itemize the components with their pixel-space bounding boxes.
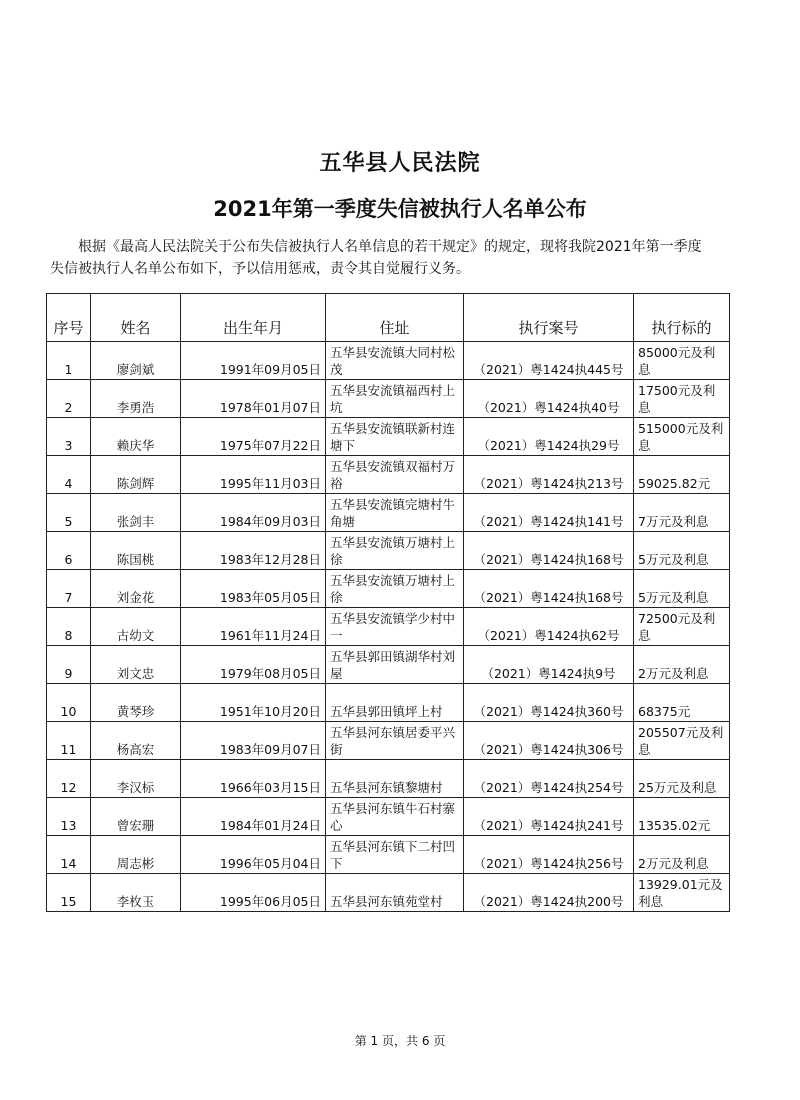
table-row bbox=[47, 342, 730, 380]
cell-no: 7 bbox=[47, 570, 91, 608]
cell-birth: 1991年09月05日 bbox=[181, 342, 326, 380]
cell-amount: 515000元及利息 bbox=[634, 418, 730, 456]
cell-amount: 5万元及利息 bbox=[634, 570, 730, 608]
cell-name: 李汉标 bbox=[91, 760, 181, 798]
cell-name: 陈国桃 bbox=[91, 532, 181, 570]
cell-amount: 13535.02元 bbox=[634, 798, 730, 836]
page-footer: 第 1 页，共 6 页 bbox=[354, 1034, 446, 1048]
cell-address: 五华县河东镇苑堂村 bbox=[326, 874, 464, 912]
cell-address: 五华县安流镇福西村上坑 bbox=[326, 380, 464, 418]
cell-case: （2021）粤1424执200号 bbox=[464, 874, 634, 912]
cell-no: 13 bbox=[47, 798, 91, 836]
cell-birth: 1975年07月22日 bbox=[181, 418, 326, 456]
cell-birth: 1983年12月28日 bbox=[181, 532, 326, 570]
cell-amount: 85000元及利息 bbox=[634, 342, 730, 380]
cell-name: 赖庆华 bbox=[91, 418, 181, 456]
cell-birth: 1995年11月03日 bbox=[181, 456, 326, 494]
table-row bbox=[47, 494, 730, 532]
cell-birth: 1995年06月05日 bbox=[181, 874, 326, 912]
cell-amount: 25万元及利息 bbox=[634, 760, 730, 798]
table-row bbox=[47, 380, 730, 418]
cell-address: 五华县河东镇牛石村寨心 bbox=[326, 798, 464, 836]
table-row bbox=[47, 418, 730, 456]
intro-line-1: 根据《最高人民法院关于公布失信被执行人名单信息的若干规定》的规定，现将我院 bbox=[78, 239, 596, 255]
cell-name: 刘金花 bbox=[91, 570, 181, 608]
cell-case: （2021）粤1424执306号 bbox=[464, 722, 634, 760]
table-row bbox=[47, 684, 730, 722]
cell-address: 五华县郭田镇坪上村 bbox=[326, 684, 464, 722]
cell-amount: 205507元及利息 bbox=[634, 722, 730, 760]
table-row bbox=[47, 570, 730, 608]
cell-amount: 7万元及利息 bbox=[634, 494, 730, 532]
table-row bbox=[47, 646, 730, 684]
cell-no: 8 bbox=[47, 608, 91, 646]
cell-address: 五华县安流镇大同村松茂 bbox=[326, 342, 464, 380]
header-address: 住址 bbox=[326, 294, 464, 342]
cell-no: 10 bbox=[47, 684, 91, 722]
cell-name: 周志彬 bbox=[91, 836, 181, 874]
cell-address: 五华县河东镇居委平兴街 bbox=[326, 722, 464, 760]
cell-name: 陈剑辉 bbox=[91, 456, 181, 494]
cell-name: 黄琴珍 bbox=[91, 684, 181, 722]
cell-address: 五华县安流镇完塘村牛角塘 bbox=[326, 494, 464, 532]
cell-case: （2021）粤1424执168号 bbox=[464, 570, 634, 608]
cell-no: 9 bbox=[47, 646, 91, 684]
cell-name: 曾宏珊 bbox=[91, 798, 181, 836]
cell-address: 五华县郭田镇湖华村刘屋 bbox=[326, 646, 464, 684]
table-row bbox=[47, 456, 730, 494]
cell-address: 五华县安流镇双福村万裕 bbox=[326, 456, 464, 494]
cell-amount: 59025.82元 bbox=[634, 456, 730, 494]
debtor-list-table bbox=[46, 293, 730, 912]
cell-birth: 1996年05月04日 bbox=[181, 836, 326, 874]
document-title: 五华县人民法院 bbox=[319, 151, 481, 176]
table-row bbox=[47, 760, 730, 798]
cell-birth: 1984年09月03日 bbox=[181, 494, 326, 532]
cell-amount: 17500元及利息 bbox=[634, 380, 730, 418]
cell-case: （2021）粤1424执213号 bbox=[464, 456, 634, 494]
cell-birth: 1951年10月20日 bbox=[181, 684, 326, 722]
header-no: 序号 bbox=[47, 294, 91, 342]
cell-no: 14 bbox=[47, 836, 91, 874]
cell-address: 五华县河东镇下二村凹下 bbox=[326, 836, 464, 874]
cell-address: 五华县安流镇联新村连塘下 bbox=[326, 418, 464, 456]
cell-birth: 1983年05月05日 bbox=[181, 570, 326, 608]
cell-no: 6 bbox=[47, 532, 91, 570]
cell-amount: 2万元及利息 bbox=[634, 646, 730, 684]
cell-case: （2021）粤1424执256号 bbox=[464, 836, 634, 874]
table-row bbox=[47, 532, 730, 570]
cell-case: （2021）粤1424执62号 bbox=[464, 608, 634, 646]
table-row bbox=[47, 798, 730, 836]
cell-case: （2021）粤1424执29号 bbox=[464, 418, 634, 456]
cell-case: （2021）粤1424执40号 bbox=[464, 380, 634, 418]
cell-birth: 1961年11月24日 bbox=[181, 608, 326, 646]
table-row bbox=[47, 722, 730, 760]
cell-case: （2021）粤1424执254号 bbox=[464, 760, 634, 798]
cell-amount: 68375元 bbox=[634, 684, 730, 722]
cell-name: 张剑丰 bbox=[91, 494, 181, 532]
cell-no: 2 bbox=[47, 380, 91, 418]
cell-address: 五华县安流镇学少村中一 bbox=[326, 608, 464, 646]
header-name: 姓名 bbox=[91, 294, 181, 342]
cell-amount: 13929.01元及利息 bbox=[634, 874, 730, 912]
header-amount: 执行标的 bbox=[634, 294, 730, 342]
document-subtitle: 2021年第一季度失信被执行人名单公布 bbox=[213, 197, 587, 221]
cell-birth: 1966年03月15日 bbox=[181, 760, 326, 798]
cell-birth: 1978年01月07日 bbox=[181, 380, 326, 418]
cell-name: 杨高宏 bbox=[91, 722, 181, 760]
intro-line-2: 2021年第一季度失信被执行人名单公布如下，予以信用惩戒，责令其自觉履行义务。 bbox=[50, 239, 702, 277]
cell-amount: 2万元及利息 bbox=[634, 836, 730, 874]
cell-birth: 1979年08月05日 bbox=[181, 646, 326, 684]
cell-case: （2021）粤1424执9号 bbox=[464, 646, 634, 684]
header-case: 执行案号 bbox=[464, 294, 634, 342]
table-body bbox=[47, 342, 730, 912]
cell-name: 李枚玉 bbox=[91, 874, 181, 912]
cell-name: 李勇浩 bbox=[91, 380, 181, 418]
cell-no: 1 bbox=[47, 342, 91, 380]
table-header-row bbox=[47, 294, 730, 342]
cell-birth: 1983年09月07日 bbox=[181, 722, 326, 760]
cell-case: （2021）粤1424执241号 bbox=[464, 798, 634, 836]
cell-no: 15 bbox=[47, 874, 91, 912]
cell-amount: 5万元及利息 bbox=[634, 532, 730, 570]
table-row bbox=[47, 836, 730, 874]
cell-name: 刘文忠 bbox=[91, 646, 181, 684]
cell-address: 五华县安流镇万塘村上徐 bbox=[326, 570, 464, 608]
cell-case: （2021）粤1424执445号 bbox=[464, 342, 634, 380]
cell-name: 古幼文 bbox=[91, 608, 181, 646]
cell-case: （2021）粤1424执168号 bbox=[464, 532, 634, 570]
cell-name: 廖剑斌 bbox=[91, 342, 181, 380]
cell-address: 五华县河东镇黎塘村 bbox=[326, 760, 464, 798]
cell-no: 4 bbox=[47, 456, 91, 494]
cell-no: 12 bbox=[47, 760, 91, 798]
cell-birth: 1984年01月24日 bbox=[181, 798, 326, 836]
cell-no: 3 bbox=[47, 418, 91, 456]
table-row bbox=[47, 874, 730, 912]
cell-address: 五华县安流镇万塘村上徐 bbox=[326, 532, 464, 570]
intro-paragraph bbox=[50, 236, 710, 280]
header-birth: 出生年月 bbox=[181, 294, 326, 342]
table-row bbox=[47, 608, 730, 646]
cell-amount: 72500元及利息 bbox=[634, 608, 730, 646]
cell-no: 5 bbox=[47, 494, 91, 532]
cell-case: （2021）粤1424执360号 bbox=[464, 684, 634, 722]
cell-case: （2021）粤1424执141号 bbox=[464, 494, 634, 532]
cell-no: 11 bbox=[47, 722, 91, 760]
